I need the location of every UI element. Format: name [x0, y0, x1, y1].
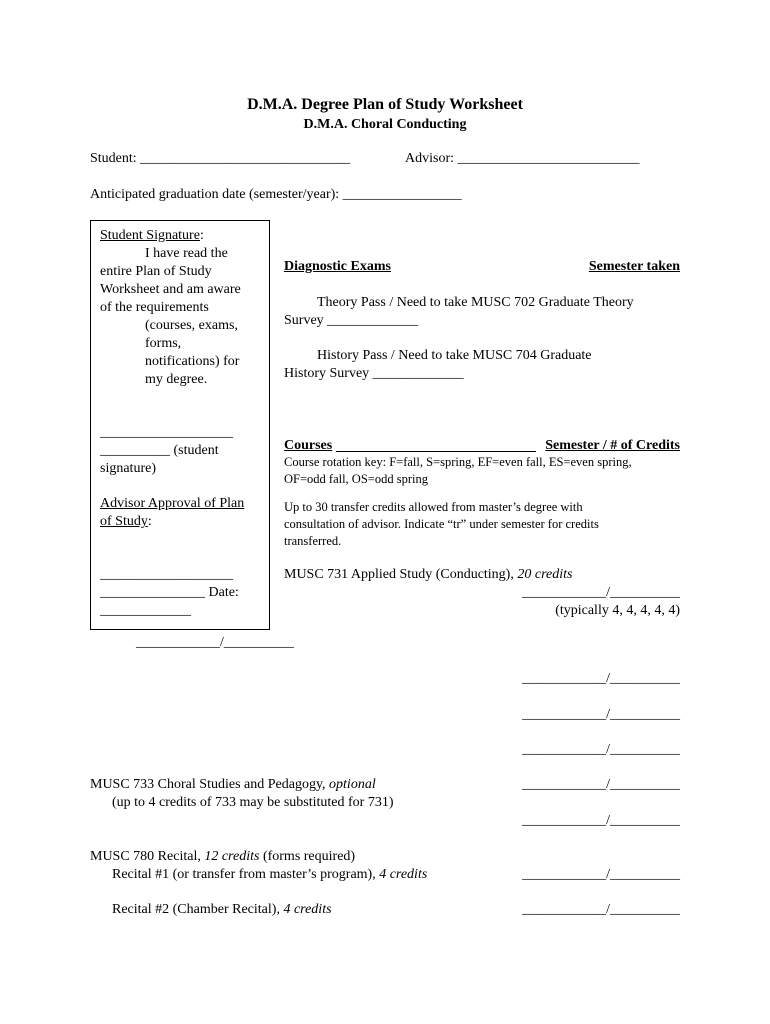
- typical-credits-note: (typically 4, 4, 4, 4, 4): [555, 603, 680, 618]
- theory-survey-blank[interactable]: Survey _____________: [284, 313, 419, 328]
- semester-credit-blank[interactable]: ____________/__________: [522, 867, 680, 882]
- advisor-date-line[interactable]: _______________ Date:: [100, 585, 239, 600]
- sig-text-line: (courses, exams,: [145, 318, 238, 333]
- history-survey-blank[interactable]: History Survey _____________: [284, 366, 464, 381]
- rotation-key: Course rotation key: F=fall, S=spring, EF=even fall, ES=even spring,: [284, 455, 632, 469]
- semester-credit-blank[interactable]: ____________/__________: [136, 635, 294, 650]
- semester-credit-blank[interactable]: ____________/__________: [522, 707, 680, 722]
- sig-text-line: I have read the: [145, 246, 228, 261]
- recital-1-label: Recital #1 (or transfer from master’s program), 4 credits: [112, 867, 428, 882]
- musc-733-note: (up to 4 credits of 733 may be substituted for 731): [112, 795, 394, 810]
- student-signature-heading: Student Signature:: [100, 228, 204, 243]
- transfer-note: consultation of advisor. Indicate “tr” under semester for credits: [284, 517, 599, 531]
- recital-2-label: Recital #2 (Chamber Recital), 4 credits: [112, 902, 332, 917]
- semester-credit-blank[interactable]: ____________/__________: [522, 671, 680, 686]
- semester-credit-blank[interactable]: ____________/__________: [522, 902, 680, 917]
- transfer-note: Up to 30 transfer credits allowed from master’s degree with: [284, 500, 583, 514]
- semester-credit-blank[interactable]: ____________/__________: [522, 742, 680, 757]
- student-signature-label: signature): [100, 461, 156, 476]
- transfer-note: transferred.: [284, 534, 342, 548]
- musc-780-label: MUSC 780 Recital, 12 credits (forms required): [90, 849, 356, 864]
- diagnostic-exams-heading: Diagnostic Exams: [284, 259, 391, 274]
- semester-credit-blank[interactable]: ____________/__________: [522, 777, 680, 792]
- advisor-field[interactable]: Advisor: __________________________: [405, 151, 640, 166]
- page-title: D.M.A. Degree Plan of Study Worksheet: [247, 96, 523, 113]
- credits-heading: Semester / # of Credits: [545, 438, 680, 453]
- student-signature-line[interactable]: __________ (student: [100, 443, 219, 458]
- courses-heading: Courses: [284, 438, 333, 453]
- sig-text-line: entire Plan of Study: [100, 264, 212, 279]
- history-survey-text: History Pass / Need to take MUSC 704 Graduate: [317, 348, 592, 363]
- semester-credit-blank[interactable]: ____________/__________: [522, 813, 680, 828]
- musc-731-label: MUSC 731 Applied Study (Conducting), 20 credits: [284, 567, 573, 582]
- semester-taken-heading: Semester taken: [588, 259, 680, 274]
- student-field[interactable]: Student: ______________________________: [90, 151, 351, 166]
- graduation-date-field[interactable]: Anticipated graduation date (semester/year): _________________: [90, 187, 462, 202]
- heading-rule: [336, 451, 536, 452]
- theory-survey-text: Theory Pass / Need to take MUSC 702 Graduate Theory: [317, 295, 634, 310]
- advisor-date-line[interactable]: _____________: [100, 603, 191, 618]
- rotation-key: OF=odd fall, OS=odd spring: [284, 472, 428, 486]
- sig-text-line: notifications) for: [145, 354, 240, 369]
- student-signature-line[interactable]: ___________________: [100, 425, 233, 440]
- sig-text-line: of the requirements: [100, 300, 209, 315]
- sig-text-line: forms,: [145, 336, 182, 351]
- page-subtitle: D.M.A. Choral Conducting: [303, 117, 467, 132]
- semester-credit-blank[interactable]: ____________/__________: [522, 585, 680, 600]
- musc-733-label: MUSC 733 Choral Studies and Pedagogy, optional: [90, 777, 376, 792]
- advisor-signature-line[interactable]: ___________________: [100, 567, 233, 582]
- advisor-approval-heading: of Study:: [100, 514, 152, 529]
- signature-box: [90, 220, 270, 630]
- sig-text-line: my degree.: [145, 372, 208, 387]
- sig-text-line: Worksheet and am aware: [100, 282, 241, 297]
- advisor-approval-heading: Advisor Approval of Plan: [100, 496, 245, 511]
